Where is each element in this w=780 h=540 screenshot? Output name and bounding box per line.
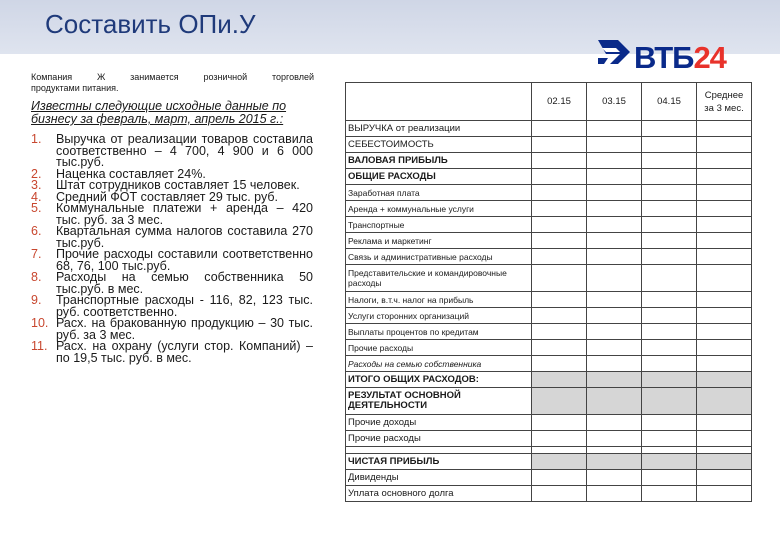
spacer-cell	[697, 447, 752, 454]
row-label: Прочие доходы	[346, 415, 532, 431]
list-text: Расх. на бракованную продукцию – 30 тыс. руб. за 3 мес.	[56, 316, 313, 342]
table-row	[346, 340, 752, 356]
table-row	[346, 292, 752, 308]
value-cell[interactable]	[642, 372, 697, 388]
value-cell[interactable]	[697, 324, 752, 340]
value-cell[interactable]	[697, 454, 752, 470]
value-cell[interactable]	[532, 137, 587, 153]
list-text: Выручка от реализации товаров составила соответственно – 4 700, 4 900 и 6 000 тыс.руб.	[56, 132, 313, 169]
vtb24-logo	[596, 36, 756, 78]
value-cell[interactable]	[587, 340, 642, 356]
value-cell[interactable]	[642, 470, 697, 486]
list-item	[31, 249, 313, 272]
table-row	[346, 486, 752, 502]
value-cell[interactable]	[642, 153, 697, 169]
list-text: Квартальная сумма налогов составила 270 тыс.руб.	[56, 224, 313, 250]
intro-line-1: Компания Ж занимается розничной торговлей	[31, 72, 314, 82]
vtb-flag-icon	[596, 36, 632, 72]
table-row	[346, 169, 752, 185]
value-cell[interactable]	[587, 169, 642, 185]
value-cell[interactable]	[642, 169, 697, 185]
row-label: Прочие расходы	[346, 431, 532, 447]
value-cell[interactable]	[532, 308, 587, 324]
value-cell[interactable]	[642, 356, 697, 372]
value-cell[interactable]	[532, 169, 587, 185]
value-cell[interactable]	[642, 454, 697, 470]
value-cell[interactable]	[642, 201, 697, 217]
row-label: Выплаты процентов по кредитам	[346, 324, 532, 340]
list-number: 1.	[31, 132, 42, 146]
value-cell[interactable]	[532, 153, 587, 169]
row-label: ЧИСТАЯ ПРИБЫЛЬ	[346, 454, 532, 470]
row-label: Заработная плата	[346, 185, 532, 201]
value-cell[interactable]	[587, 415, 642, 431]
value-cell[interactable]	[697, 470, 752, 486]
value-cell[interactable]	[532, 454, 587, 470]
spacer-cell	[346, 447, 532, 454]
value-cell[interactable]	[697, 153, 752, 169]
value-cell[interactable]	[642, 217, 697, 233]
value-cell[interactable]	[587, 201, 642, 217]
value-cell[interactable]	[532, 185, 587, 201]
value-cell[interactable]	[697, 137, 752, 153]
value-cell[interactable]	[532, 356, 587, 372]
row-label: ВЫРУЧКА от реализации	[346, 121, 532, 137]
value-cell[interactable]	[587, 470, 642, 486]
slide-title: Составить ОПи.У	[45, 9, 256, 39]
table-row	[346, 217, 752, 233]
list-number: 4.	[31, 189, 42, 204]
table-row	[346, 137, 752, 153]
column-header: 04.15	[642, 83, 697, 121]
list-text: Средний ФОТ составляет 29 тыс. руб.	[56, 189, 279, 204]
value-cell[interactable]	[587, 217, 642, 233]
value-cell[interactable]	[532, 324, 587, 340]
value-cell[interactable]	[642, 233, 697, 249]
value-cell[interactable]	[697, 233, 752, 249]
row-label: Уплата основного долга	[346, 486, 532, 502]
value-cell[interactable]	[532, 249, 587, 265]
value-cell[interactable]	[587, 292, 642, 308]
intro-line-2: продуктами питания.	[31, 83, 119, 93]
row-label: Связь и административные расходы	[346, 249, 532, 265]
list-number: 9.	[31, 293, 42, 307]
vtb-letters: ВТБ	[634, 40, 694, 75]
value-cell[interactable]	[532, 340, 587, 356]
value-cell[interactable]	[587, 308, 642, 324]
list-text: Коммунальные платежи + аренда – 420 тыс. руб. за 3 мес.	[56, 201, 313, 227]
value-cell[interactable]	[697, 388, 752, 415]
value-cell[interactable]	[642, 388, 697, 415]
table-row	[346, 372, 752, 388]
list-item	[31, 134, 313, 169]
value-cell[interactable]	[532, 372, 587, 388]
value-cell[interactable]	[697, 292, 752, 308]
value-cell[interactable]	[587, 185, 642, 201]
value-cell[interactable]	[532, 431, 587, 447]
value-cell[interactable]	[532, 388, 587, 415]
table-row	[346, 185, 752, 201]
value-cell[interactable]	[642, 137, 697, 153]
list-item	[31, 318, 313, 341]
value-cell[interactable]	[587, 356, 642, 372]
value-cell[interactable]	[587, 265, 642, 292]
list-item	[31, 203, 313, 226]
list-number: 11.	[31, 339, 48, 353]
list-text: Штат сотрудников составляет 15 человек.	[56, 178, 300, 192]
table-row	[346, 388, 752, 415]
value-cell[interactable]	[697, 201, 752, 217]
table-row	[346, 454, 752, 470]
row-label: РЕЗУЛЬТАТ ОСНОВНОЙ ДЕЯТЕЛЬНОСТИ	[346, 388, 532, 415]
row-label: ИТОГО ОБЩИХ РАСХОДОВ:	[346, 372, 532, 388]
table-row	[346, 153, 752, 169]
list-item	[31, 272, 313, 295]
value-cell[interactable]	[697, 415, 752, 431]
table-row	[346, 233, 752, 249]
row-label: СЕБЕСТОИМОСТЬ	[346, 137, 532, 153]
value-cell[interactable]	[532, 233, 587, 249]
table-header-row	[346, 83, 752, 121]
table-row	[346, 121, 752, 137]
list-number: 2.	[31, 166, 42, 181]
value-cell[interactable]	[642, 431, 697, 447]
table-row	[346, 249, 752, 265]
vtb-number: 24	[693, 40, 726, 75]
value-cell[interactable]	[587, 431, 642, 447]
list-number: 7.	[31, 247, 42, 261]
value-cell[interactable]	[587, 324, 642, 340]
value-cell[interactable]	[642, 265, 697, 292]
value-cell[interactable]	[587, 137, 642, 153]
value-cell[interactable]	[587, 153, 642, 169]
row-label: ВАЛОВАЯ ПРИБЫЛЬ	[346, 153, 532, 169]
pnl-table	[345, 82, 752, 502]
list-text: Наценка составляет 24%.	[56, 166, 206, 181]
value-cell[interactable]	[697, 308, 752, 324]
table-row	[346, 265, 752, 292]
table-row	[346, 415, 752, 431]
value-cell[interactable]	[642, 249, 697, 265]
list-text: Расх. на охрану (услуги стор. Компаний) – по 19,5 тыс. руб. в мес.	[56, 339, 313, 365]
list-item	[31, 295, 313, 318]
row-label: Транспортные	[346, 217, 532, 233]
value-cell[interactable]	[642, 185, 697, 201]
value-cell[interactable]	[642, 121, 697, 137]
list-text: Прочие расходы составили соответственно 68, 76, 100 тыс.руб.	[56, 247, 313, 273]
value-cell[interactable]	[587, 372, 642, 388]
list-text: Транспортные расходы - 116, 82, 123 тыс. руб. соответственно.	[56, 293, 313, 319]
list-text: Расходы на семью собственника 50 тыс.руб. в мес.	[56, 270, 313, 296]
value-cell[interactable]	[532, 217, 587, 233]
table-row	[346, 431, 752, 447]
value-cell[interactable]	[697, 249, 752, 265]
value-cell[interactable]	[697, 185, 752, 201]
list-number: 8.	[31, 270, 42, 284]
row-label: Услуги сторонних организаций	[346, 308, 532, 324]
row-label: Расходы на семью собственника	[346, 356, 532, 372]
value-cell[interactable]	[697, 121, 752, 137]
value-cell[interactable]	[642, 486, 697, 502]
value-cell[interactable]	[697, 340, 752, 356]
list-number: 10.	[31, 316, 49, 330]
column-header: Среднее за 3 мес.	[697, 83, 752, 121]
column-header: 03.15	[587, 83, 642, 121]
row-label: Реклама и маркетинг	[346, 233, 532, 249]
value-cell[interactable]	[642, 308, 697, 324]
table-row	[346, 201, 752, 217]
value-cell[interactable]	[587, 486, 642, 502]
value-cell[interactable]	[532, 265, 587, 292]
row-label: Налоги, в.т.ч. налог на прибыль	[346, 292, 532, 308]
header-blank-cell	[346, 83, 532, 121]
value-cell[interactable]	[697, 372, 752, 388]
value-cell[interactable]	[697, 265, 752, 292]
value-cell[interactable]	[642, 415, 697, 431]
value-cell[interactable]	[532, 486, 587, 502]
value-cell[interactable]	[697, 486, 752, 502]
spacer-cell	[587, 447, 642, 454]
value-cell[interactable]	[587, 121, 642, 137]
value-cell[interactable]	[532, 415, 587, 431]
source-data-list	[31, 134, 313, 364]
row-label: Прочие расходы	[346, 340, 532, 356]
table-spacer-row	[346, 447, 752, 454]
value-cell[interactable]	[532, 292, 587, 308]
spacer-cell	[642, 447, 697, 454]
table-row	[346, 324, 752, 340]
value-cell[interactable]	[587, 249, 642, 265]
row-label: Аренда + коммунальные услуги	[346, 201, 532, 217]
value-cell[interactable]	[697, 356, 752, 372]
value-cell[interactable]	[532, 201, 587, 217]
vtb24-logo-text	[634, 40, 726, 76]
list-number: 6.	[31, 224, 42, 238]
row-label: Представительские и командировочные расходы	[346, 265, 532, 292]
value-cell[interactable]	[587, 388, 642, 415]
list-item	[31, 226, 313, 249]
list-number: 5.	[31, 201, 42, 215]
list-item	[31, 341, 313, 364]
value-cell[interactable]	[532, 470, 587, 486]
row-label: ОБЩИЕ РАСХОДЫ	[346, 169, 532, 185]
value-cell[interactable]	[697, 217, 752, 233]
table-row	[346, 308, 752, 324]
value-cell[interactable]	[642, 324, 697, 340]
table-row	[346, 356, 752, 372]
list-number: 3.	[31, 178, 42, 192]
column-header: 02.15	[532, 83, 587, 121]
value-cell[interactable]	[587, 454, 642, 470]
spacer-cell	[532, 447, 587, 454]
known-data-heading: Известны следующие исходные данные по бизнесу за февраль, март, апрель 2015 г.:	[31, 99, 287, 126]
table-row	[346, 470, 752, 486]
value-cell[interactable]	[587, 233, 642, 249]
value-cell[interactable]	[697, 431, 752, 447]
value-cell[interactable]	[697, 169, 752, 185]
value-cell[interactable]	[642, 292, 697, 308]
value-cell[interactable]	[642, 340, 697, 356]
row-label: Дивиденды	[346, 470, 532, 486]
value-cell[interactable]	[532, 121, 587, 137]
